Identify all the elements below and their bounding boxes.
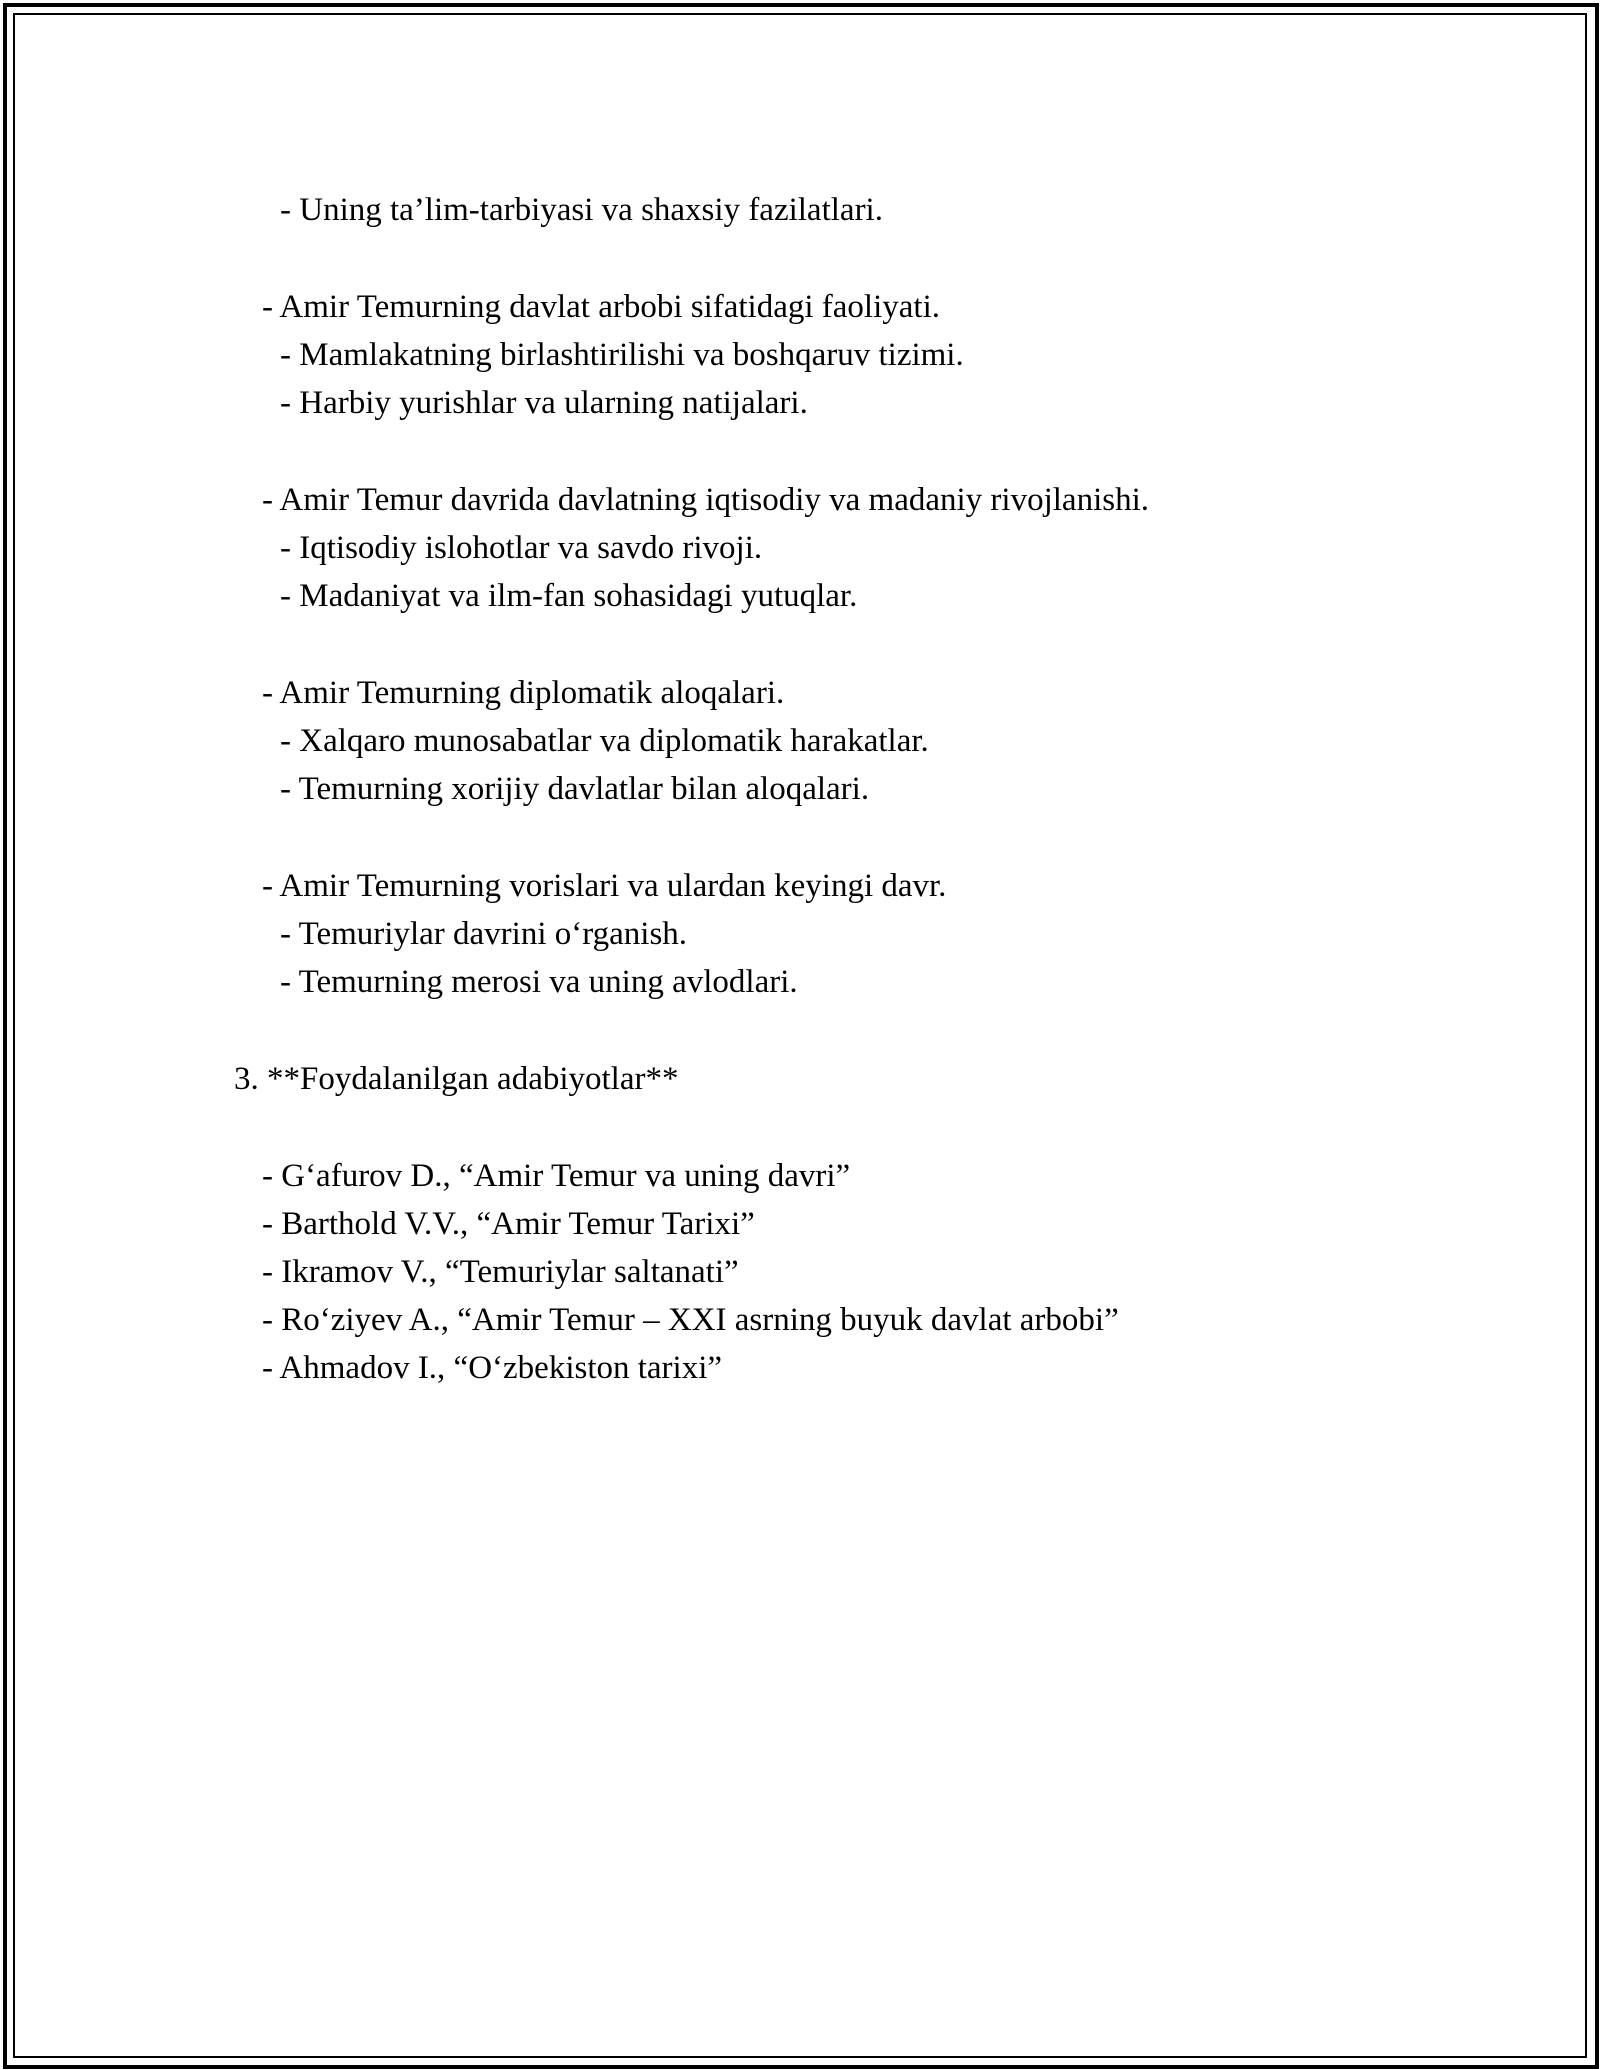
section-item: - Xalqaro munosabatlar va diplomatik harakatlar. <box>280 723 929 759</box>
section-item: - Temuriylar davrini o‘rganish. <box>280 916 688 952</box>
section-heading-successors: - Amir Temurning vorislari va ulardan keyingi davr. <box>262 868 947 904</box>
reference-item: - Ro‘ziyev A., “Amir Temur – XXI asrning buyuk davlat arbobi” <box>262 1302 1119 1338</box>
section-item: - Madaniyat va ilm-fan sohasidagi yutuqlar. <box>280 578 858 614</box>
section-item: - Mamlakatning birlashtirilishi va boshqaruv tizimi. <box>280 337 964 373</box>
section-heading-economy-culture: - Amir Temur davrida davlatning iqtisodiy va madaniy rivojlanishi. <box>262 482 1150 518</box>
references-heading: 3. **Foydalanilgan adabiyotlar** <box>234 1061 679 1097</box>
reference-item: - Ikramov V., “Temuriylar saltanati” <box>262 1254 739 1290</box>
reference-item: - G‘afurov D., “Amir Temur va uning davri” <box>262 1158 851 1194</box>
section-item: - Temurning xorijiy davlatlar bilan aloqalari. <box>280 771 870 807</box>
intro-subitem: - Uning ta’lim-tarbiyasi va shaxsiy fazilatlari. <box>280 192 883 228</box>
section-item: - Iqtisodiy islohotlar va savdo rivoji. <box>280 530 763 566</box>
section-item: - Harbiy yurishlar va ularning natijalari. <box>280 385 808 421</box>
reference-item: - Barthold V.V., “Amir Temur Tarixi” <box>262 1206 755 1242</box>
reference-item: - Ahmadov I., “O‘zbekiston tarixi” <box>262 1350 723 1386</box>
section-heading-statesman: - Amir Temurning davlat arbobi sifatidagi faoliyati. <box>262 289 940 325</box>
section-item: - Temurning merosi va uning avlodlari. <box>280 964 798 1000</box>
section-heading-diplomacy: - Amir Temurning diplomatik aloqalari. <box>262 675 785 711</box>
